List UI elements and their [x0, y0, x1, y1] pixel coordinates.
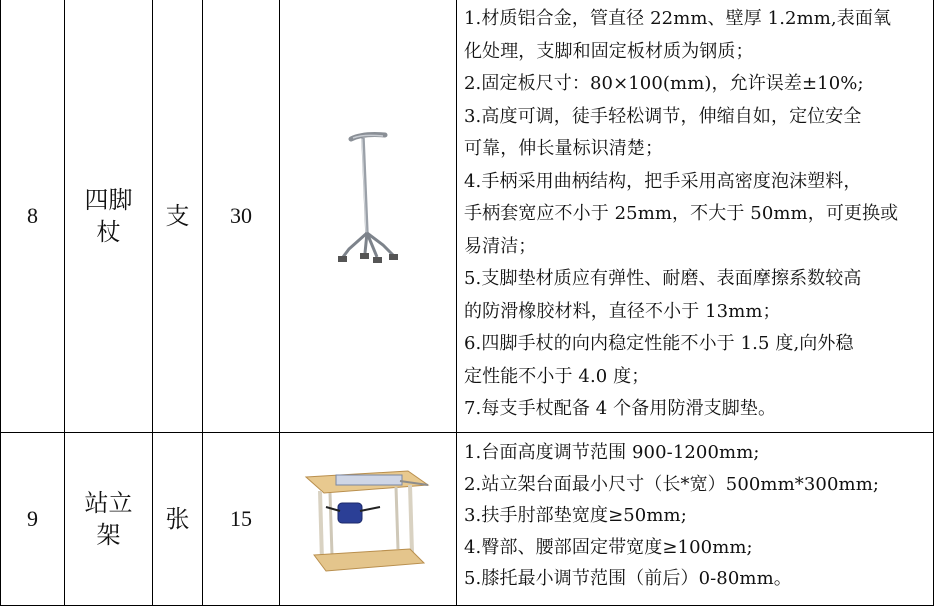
item-name	[65, 0, 153, 433]
item-quantity: 15	[203, 433, 280, 606]
spec-line: 2.站立架台面最小尺寸（长*宽）500mm*300mm;	[464, 473, 880, 495]
spec-line: 5.支脚垫材质应有弹性、耐磨、表面摩擦系数较高	[464, 268, 862, 289]
quad-cane-image	[313, 125, 423, 275]
product-image-cell	[280, 433, 457, 606]
item-unit: 支	[153, 0, 203, 433]
item-name-line: 杖	[96, 217, 121, 246]
specification-cell	[457, 433, 934, 606]
item-name-line: 四脚	[84, 185, 133, 214]
spec-line: 2.固定板尺寸：80×100(mm)，允许误差±10%;	[464, 73, 864, 94]
spec-line: 手柄套宽应不小于 25mm，不大于 50mm，可更换或	[464, 203, 899, 224]
table-row	[1, 433, 934, 606]
specification-cell	[457, 0, 934, 433]
spec-line: 3.高度可调，徒手轻松调节，伸缩自如，定位安全	[464, 105, 862, 127]
spec-line: 1.材质铝合金，管直径 22mm、壁厚 1.2mm,表面氧	[464, 8, 892, 29]
spec-line: 易清洁；	[464, 235, 537, 257]
item-name-line: 架	[96, 521, 121, 549]
spec-line: 4.臀部、腰部固定带宽度≥100mm;	[464, 536, 753, 558]
item-unit: 张	[153, 433, 203, 606]
item-number: 8	[1, 0, 65, 433]
item-name	[65, 433, 153, 606]
standing-frame-image	[300, 463, 436, 575]
table-row	[1, 0, 934, 433]
spec-line: 3.扶手肘部垫宽度≥50mm;	[464, 505, 687, 526]
spec-line: 4.手柄采用曲柄结构，把手采用高密度泡沫塑料，	[464, 170, 862, 192]
spec-line: 化处理，支脚和固定板材质为钢质；	[464, 40, 754, 62]
product-image-cell	[280, 0, 457, 433]
item-name-line: 站立	[84, 489, 133, 517]
spec-line: 5.膝托最小调节范围（前后）0-80mm。	[464, 568, 792, 589]
item-quantity: 30	[203, 0, 280, 433]
spec-line: 7.每支手杖配备 4 个备用防滑支脚垫。	[464, 398, 777, 419]
spec-line: 可靠，伸长量标识清楚；	[464, 138, 664, 159]
spec-line: 的防滑橡胶材料，直径不小于 13mm；	[464, 300, 781, 322]
spec-line: 定性能不小于 4.0 度；	[464, 365, 650, 387]
spec-line: 6.四脚手杖的向内稳定性能不小于 1.5 度,向外稳	[464, 333, 854, 354]
spec-line: 1.台面高度调节范围 900-1200mm;	[464, 442, 760, 463]
item-number: 9	[1, 433, 65, 606]
